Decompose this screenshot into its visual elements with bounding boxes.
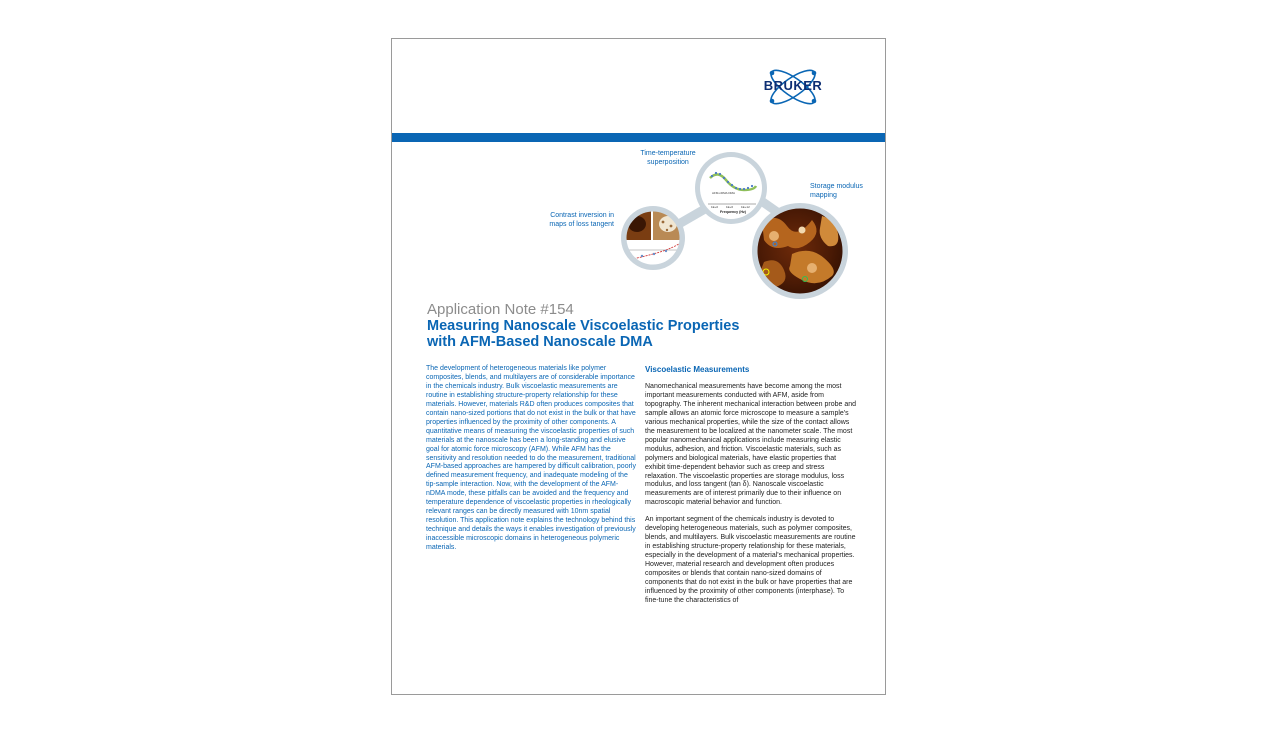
- title-line-1: Measuring Nanoscale Viscoelastic Properties: [427, 318, 740, 334]
- title-block: [427, 301, 857, 350]
- plot-tick-2: 1E+6: [726, 205, 734, 209]
- logo-text: BRUKER: [763, 78, 823, 93]
- body-paragraph-2: An important segment of the chemicals industry is devoted to developing heterogeneous materials, such as polymer composites, blends, and multilayers. Bulk viscoelastic measurements are routine in establishing structure-property relationship for these materials, especially in the development of a material's mechanical properties. However, material research and development often produces composites or blends that contain nano-sized domains of components that do not exist in the bulk or have properties that are influenced by the proximity of other components (interphase). To fine-tune the characteristics of: [645, 516, 856, 604]
- title-line-2: with AFM-Based Nanoscale DMA: [427, 334, 653, 350]
- plot-tick-1: 1E+0: [711, 205, 719, 209]
- body-paragraph-1: Nanomechanical measurements have become among the most important measurements conducted with AFM, aside from topography. The inherent mechanical interaction between probe and sample allows an atomic force microscope to measure a sample's various mechanical properties, while the size of the contact allows the measurement to be localized at the nanometer scale. The most popular nanomechanical applications include measuring elastic modulus, adhesion, and friction. Viscoelastic materials, such as polymers and biological materials, have elastic properties that exhibit time-dependent behavior such as creep and stress relaxation. The viscoelastic properties are storage modulus, loss modulus, and loss tangent (tan δ). Nanoscale viscoelastic measurements are of interest primarily due to their influence on macroscopic material behavior and function.: [645, 383, 857, 507]
- hero-figure: [392, 142, 886, 302]
- intro-paragraph: The development of heterogeneous materials like polymer composites, blends, and multilayers are of considerable importance in the chemicals industry. Bulk viscoelastic measurements are routine in establishing structure-property relationship for these materials. However, materials R&D often produces composites that contain nano-sized portions that do not exist in the bulk or that have properties influenced by the proximity of other components. A quantitative means of measuring the viscoelastic properties of such materials at the nanoscale has been a long-standing and elusive goal for atomic force microscopy (AFM). While AFM has the sensitivity and resolution needed to do the measurement, traditional AFM-based approaches are hampered by difficult calibration, poorly defined measurement frequency, and inadequate modeling of the tip-sample interaction. Now, with the development of the AFM-nDMA mode, these pitfalls can be avoided and the frequency and temperature dependence of viscoelastic properties in rheologically relevant ranges can be directly measured with 10nm spatial resolution. This application note explains the technology behind this technique and details the ways it enables investigation of previously inaccessible microscopic domains in heterogeneous polymeric materials.: [426, 365, 636, 552]
- plot-xlabel: Frequency (Hz): [720, 210, 746, 214]
- bruker-logo: [754, 66, 832, 108]
- right-column: [645, 365, 857, 614]
- section-heading: Viscoelastic Measurements: [645, 365, 750, 374]
- caption-time-temperature: Time-temperature superposition: [640, 150, 696, 166]
- application-note-number: Application Note #154: [427, 301, 574, 318]
- document-page: [391, 38, 886, 695]
- plot-tick-3: 1E+12: [741, 205, 750, 209]
- plot-legend: AFM-nDMA DMA: [712, 191, 736, 195]
- document-title: [427, 318, 857, 350]
- caption-contrast-inversion: Contrast inversion in maps of loss tangent: [549, 212, 614, 228]
- header-band: [392, 133, 885, 142]
- caption-storage-modulus: Storage modulus mapping: [810, 183, 863, 199]
